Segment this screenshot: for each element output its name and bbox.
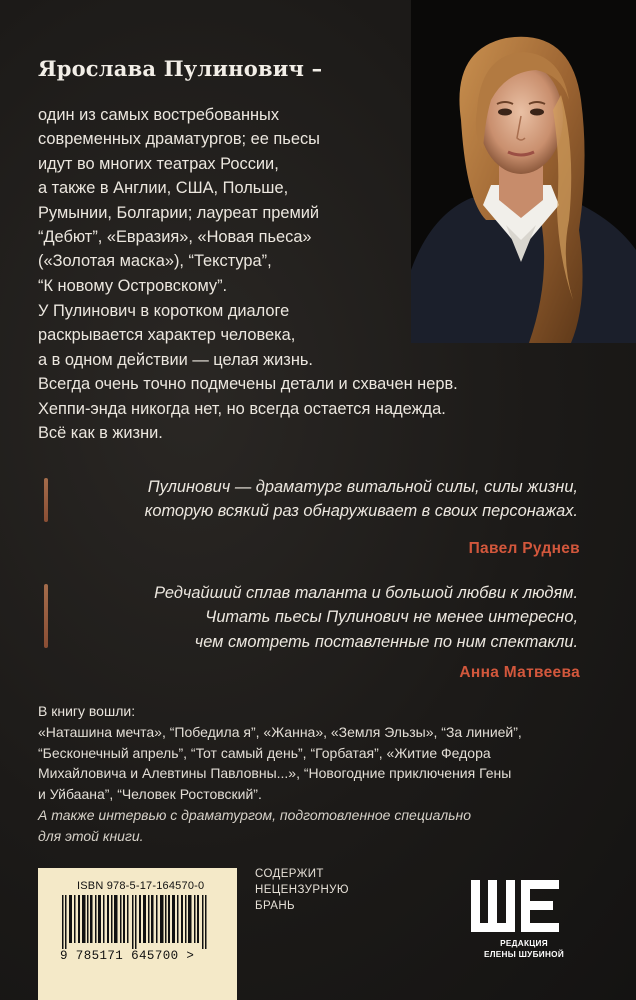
quote-line: Редчайший сплав таланта и большой любви к людям. bbox=[154, 584, 578, 602]
content-warning bbox=[255, 866, 349, 914]
bio-line: Румынии, Болгарии; лауреат премий bbox=[38, 203, 320, 222]
bio-line: а также в Англии, США, Польше, bbox=[38, 179, 289, 198]
warning-line: НЕЦЕНЗУРНУЮ bbox=[255, 884, 349, 896]
publisher-name bbox=[462, 938, 586, 960]
barcode-icon bbox=[62, 895, 212, 949]
book-description bbox=[38, 299, 598, 445]
extra-line: для этой книги. bbox=[38, 827, 144, 844]
bio-line: современных драматургов; ее пьесы bbox=[38, 130, 320, 149]
quote-rudnev bbox=[145, 475, 578, 524]
author-portrait-image bbox=[411, 0, 636, 343]
contents-list bbox=[38, 722, 598, 804]
quote-bar bbox=[44, 478, 48, 522]
bio-line: “Дебют”, «Евразия», «Новая пьеса» bbox=[38, 228, 312, 247]
contents-line: и Уйбаана”, “Человек Ростовский”. bbox=[38, 785, 262, 802]
quote-line: которую всякий раз обнаруживает в своих персонажах. bbox=[144, 502, 578, 521]
quote-matveeva bbox=[154, 581, 578, 654]
description-line: Всегда очень точно подмечены детали и схвачен нерв. bbox=[38, 375, 458, 394]
author-bio bbox=[38, 103, 408, 298]
description-line: У Пулинович в коротком диалоге bbox=[38, 302, 290, 320]
contents-label: В книгу вошли: bbox=[38, 703, 136, 719]
quote-line: Пулинович — драматург витальной силы, силы жизни, bbox=[147, 478, 578, 496]
quote-attribution: Анна Матвеева bbox=[459, 664, 580, 681]
description-line: а в одном действии — целая жизнь. bbox=[38, 350, 313, 369]
warning-line: БРАНЬ bbox=[255, 900, 295, 912]
ше-monogram-icon bbox=[471, 880, 559, 932]
author-photo bbox=[411, 0, 636, 343]
quote-bar bbox=[44, 584, 48, 648]
bio-line: («Золотая маска»), “Текстура”, bbox=[38, 252, 272, 271]
warning-line: СОДЕРЖИТ bbox=[255, 868, 324, 880]
contents-extra-note bbox=[38, 805, 598, 846]
publisher-line: ЕЛЕНЫ ШУБИНОЙ bbox=[483, 950, 565, 959]
description-line: Хеппи-энда никогда нет, но всегда остается надежда. bbox=[38, 399, 446, 418]
quote-line: чем смотреть поставленные по ним спектакли. bbox=[194, 632, 578, 651]
bio-line: один из самых востребованных bbox=[38, 106, 280, 124]
barcode-box bbox=[38, 868, 237, 1000]
isbn-text: ISBN 978-5-17-164570-0 bbox=[77, 880, 205, 892]
author-name: Ярослава Пулинович – bbox=[38, 56, 323, 81]
bio-line: идут во многих театрах России, bbox=[38, 154, 279, 173]
publisher-line: РЕДАКЦИЯ bbox=[500, 939, 548, 948]
barcode-digits: 9 785171 645700 > bbox=[60, 949, 195, 963]
description-line: раскрывается характер человека, bbox=[38, 326, 296, 345]
contents-line: «Наташина мечта», “Победила я”, «Жанна», «Земля Эльзы», “За линией”, bbox=[38, 724, 522, 740]
quote-attribution: Павел Руднев bbox=[468, 540, 580, 557]
description-line: Всё как в жизни. bbox=[38, 424, 163, 443]
contents-line: Михайловича и Алевтины Павловны...», “Новогодние приключения Гены bbox=[38, 765, 512, 781]
quote-line: Читать пьесы Пулинович не менее интересно, bbox=[205, 608, 578, 627]
bio-line: “К новому Островскому”. bbox=[38, 276, 228, 295]
contents-line: “Бесконечный апрель”, “Тот самый день”, “Горбатая”, «Житие Федора bbox=[38, 744, 491, 761]
extra-line: А также интервью с драматургом, подготовленное специально bbox=[38, 807, 471, 823]
